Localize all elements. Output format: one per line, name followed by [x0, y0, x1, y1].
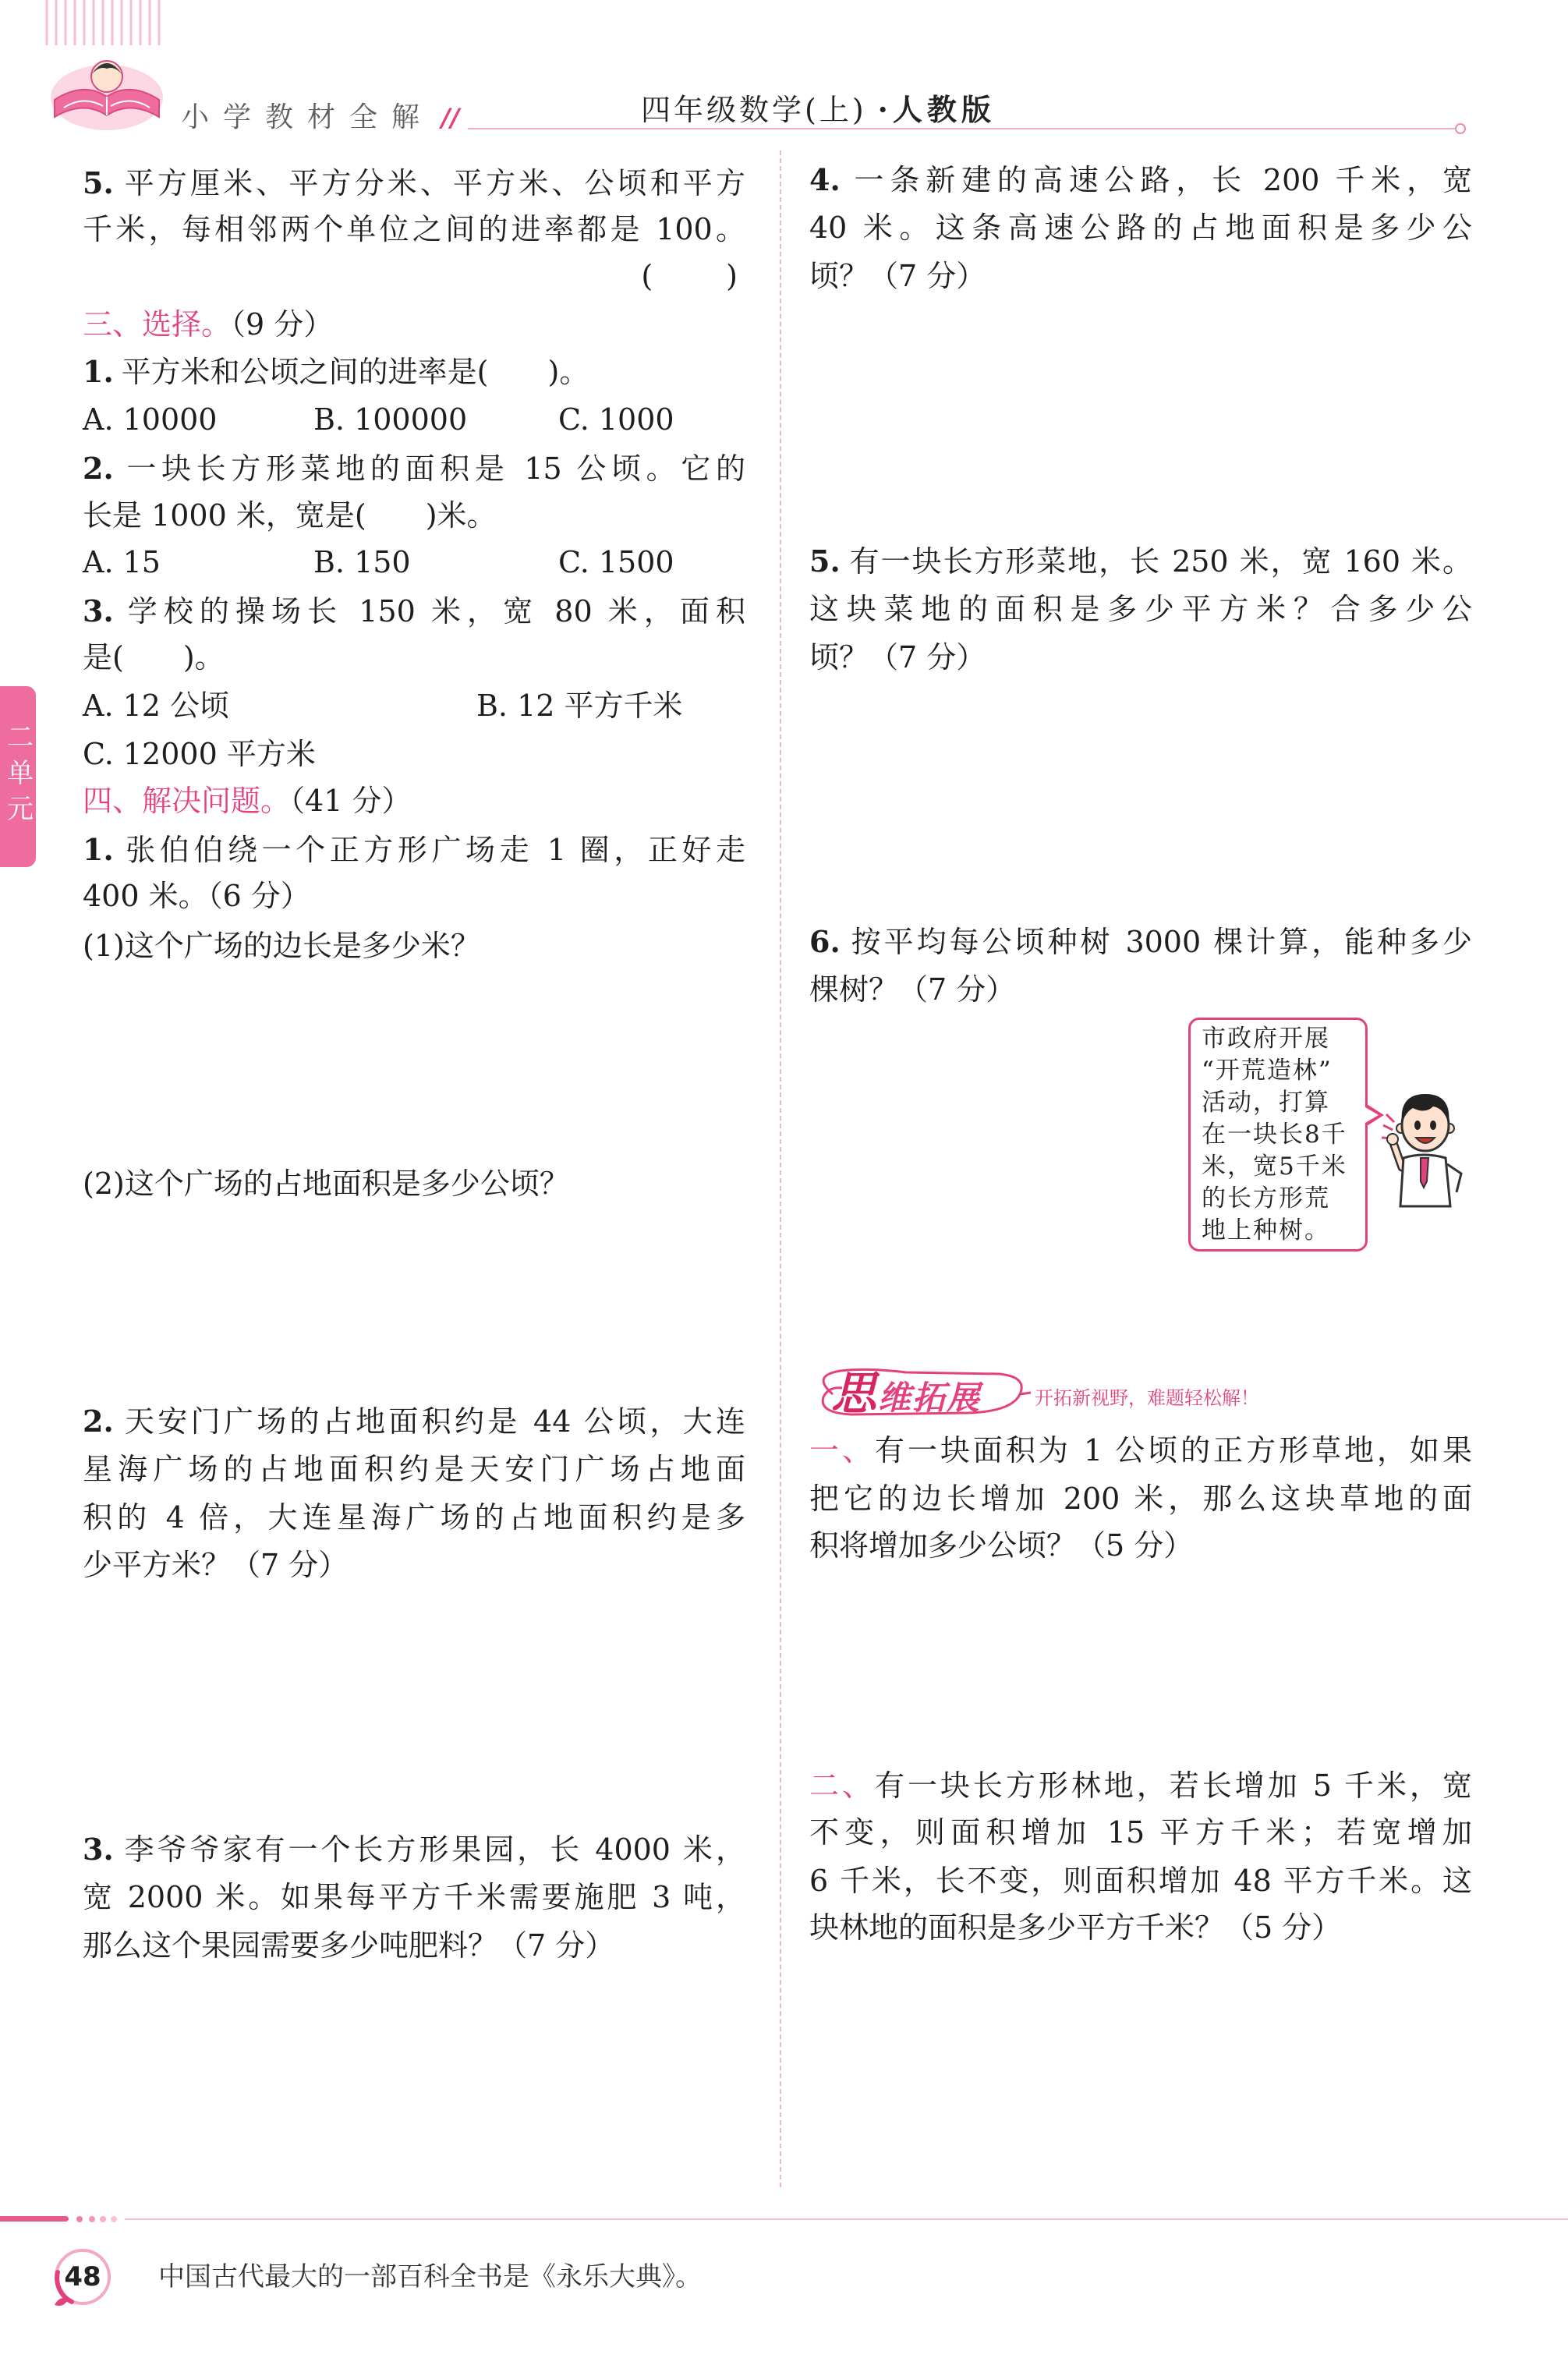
speech-bubble-line: 市政府开展 [1202, 1025, 1330, 1053]
question-number: 1. [83, 832, 114, 867]
extension-q1-line: 把它的边长增加 200 米，那么这块草地的面 [809, 1482, 1472, 1516]
question-number: 1. [83, 354, 114, 389]
header-rule [468, 128, 1455, 129]
extension-slogan: 开拓新视野，难题轻松解！ [1035, 1387, 1259, 1409]
question-number: 4. [809, 162, 841, 197]
solve-q4-line: 40 米。这条高速公路的占地面积是多少公 [809, 211, 1472, 245]
choice-q2-line [83, 444, 745, 492]
speech-bubble-line: 的长方形荒 [1202, 1184, 1330, 1213]
choice-q3-line: 是( )。 [83, 640, 225, 674]
solve-q3-line [83, 1825, 745, 1873]
speech-bubble-line: “开荒造林” [1202, 1057, 1333, 1085]
extension-q2-line [809, 1762, 1472, 1810]
solve-q2-line: 积的 4 倍，大连星海广场的占地面积约是多 [83, 1500, 745, 1535]
choice-q1-line [83, 348, 745, 395]
question-text: 有一块长方形菜地，长 250 米，宽 160 米。 [848, 544, 1472, 579]
book-edition: ·人教版 [877, 92, 996, 127]
question-text: 按平均每公顷种树 3000 棵计算，能种多少 [848, 925, 1472, 959]
question-number: 2. [83, 451, 114, 486]
speech-bubble-line: 米，宽5千米 [1202, 1152, 1347, 1181]
extension-q2-line: 块林地的面积是多少平方千米？（5 分） [809, 1910, 1342, 1945]
question-number: 6. [809, 924, 841, 959]
section-title: 三、选择。 [83, 307, 232, 342]
extension-title: 思维拓展 [831, 1367, 982, 1420]
solve-q1-sub-question: (1)这个广场的边长是多少米？ [83, 929, 480, 963]
question-number: 5. [809, 543, 841, 579]
choice-option-a: A. 15 [83, 545, 161, 579]
question-text: 李爷爷家有一个长方形果园，长 4000 米， [121, 1832, 745, 1867]
question-number: 5. [83, 165, 114, 200]
section-score: （9 分） [231, 307, 334, 342]
extension-q1-line: 积将增加多少公顷？（5 分） [809, 1528, 1194, 1563]
footer-bar [0, 2216, 69, 2222]
question-text: 一块长方形菜地的面积是 15 公顷。它的 [121, 451, 745, 486]
book-grade-subject: 四年级数学(上) [641, 93, 867, 127]
speech-bubble-line: 在一块长8千 [1202, 1121, 1347, 1149]
solve-q6-line [809, 918, 1472, 965]
question-text: 平方米和公顷之间的进率是( )。 [121, 355, 589, 389]
solve-q4-line: 顷？（7 分） [809, 259, 986, 293]
footer-dot [111, 2216, 117, 2222]
section-solve-heading [83, 777, 745, 825]
solve-q2-line: 少平方米？（7 分） [83, 1548, 349, 1582]
solve-q3-line: 那么这个果园需要多少吨肥料？（7 分） [83, 1928, 615, 1963]
footer-fact: 中国古代最大的一部百科全书是《永乐大典》。 [158, 2261, 702, 2292]
solve-q5-line: 这块菜地的面积是多少平方米？合多少公 [809, 592, 1472, 626]
solve-q4-line [809, 156, 1472, 204]
question-number: 3. [83, 1832, 114, 1867]
page-number: 48 [64, 2261, 101, 2292]
speech-bubble-line: 活动，打算 [1202, 1089, 1330, 1117]
unit-side-tab [0, 686, 36, 867]
boy-illustration [1379, 1080, 1472, 1209]
solve-q1-sub-question: (2)这个广场的占地面积是多少公顷？ [83, 1167, 569, 1201]
judge-q5-line [83, 159, 745, 207]
choice-option-b: B. 12 平方千米 [476, 689, 683, 723]
choice-option-a: A. 12 公顷 [83, 689, 230, 723]
question-number: 2. [83, 1404, 114, 1439]
extension-q2-line: 6 千米，长不变，则面积增加 48 平方千米。这 [809, 1864, 1472, 1898]
solve-q3-line: 宽 2000 米。如果每平方千米需要施肥 3 吨， [83, 1880, 745, 1914]
series-logo-icon [41, 0, 173, 148]
question-number: 3. [83, 593, 114, 628]
answer-blank: ( ) [641, 259, 742, 293]
extension-q2-line: 不变，则面积增加 15 平方千米；若宽增加 [809, 1815, 1472, 1850]
solve-q2-line [83, 1397, 745, 1445]
series-title: 小学教材全解 [181, 101, 434, 133]
series-mark: // [441, 103, 460, 133]
book-title [641, 92, 996, 128]
footer-rule [125, 2218, 1568, 2220]
question-number: 二、 [809, 1768, 875, 1803]
question-text: 有一块面积为 1 公顷的正方形草地，如果 [874, 1433, 1472, 1468]
choice-option-b: B. 100000 [313, 402, 468, 437]
section-choice-heading [83, 301, 745, 349]
footer-dot [100, 2216, 106, 2222]
speech-bubble [1188, 1018, 1368, 1252]
choice-q2-line: 长是 1000 米，宽是( )米。 [83, 498, 497, 533]
extension-q1-line [809, 1427, 1472, 1475]
solve-q5-line: 顷？（7 分） [809, 640, 986, 674]
question-number: 一、 [809, 1433, 875, 1468]
question-text: 有一块长方形林地，若长增加 5 千米，宽 [874, 1768, 1472, 1803]
solve-q1-line: 400 米。（6 分） [83, 879, 310, 913]
choice-option-c: C. 1000 [558, 402, 674, 437]
choice-option-c: C. 12000 平方米 [83, 737, 316, 771]
judge-q5-line: 千米，每相邻两个单位之间的进率都是 100。 [83, 212, 745, 246]
column-divider [780, 150, 781, 2187]
question-text: 天安门广场的占地面积约是 44 公顷，大连 [121, 1404, 745, 1439]
footer-dot [76, 2216, 83, 2222]
section-title: 四、解决问题。 [83, 784, 291, 818]
choice-option-b: B. 150 [313, 545, 411, 579]
solve-q5-line [809, 537, 1472, 585]
question-text: 张伯伯绕一个正方形广场走 1 圈，正好走 [121, 833, 745, 867]
choice-option-c: C. 1500 [558, 545, 674, 579]
solve-q1-line [83, 826, 745, 873]
choice-q3-line [83, 587, 745, 635]
header-rule-end-dot [1455, 123, 1466, 134]
unit-side-tab-label: 二单元 [2, 723, 34, 830]
solve-q2-line: 星海广场的占地面积约是天安门广场占地面 [83, 1452, 745, 1486]
footer-dot [89, 2216, 95, 2222]
solve-q6-line: 棵树？（7 分） [809, 972, 1016, 1007]
question-text: 平方厘米、平方分米、平方米、公顷和平方 [121, 166, 745, 200]
choice-option-a: A. 10000 [83, 402, 218, 437]
question-text: 学校的操场长 150 米，宽 80 米，面积 [121, 594, 745, 628]
section-score: （41 分） [290, 784, 412, 818]
speech-bubble-line: 地上种树。 [1202, 1216, 1330, 1244]
question-text: 一条新建的高速公路，长 200 千米，宽 [848, 163, 1472, 197]
